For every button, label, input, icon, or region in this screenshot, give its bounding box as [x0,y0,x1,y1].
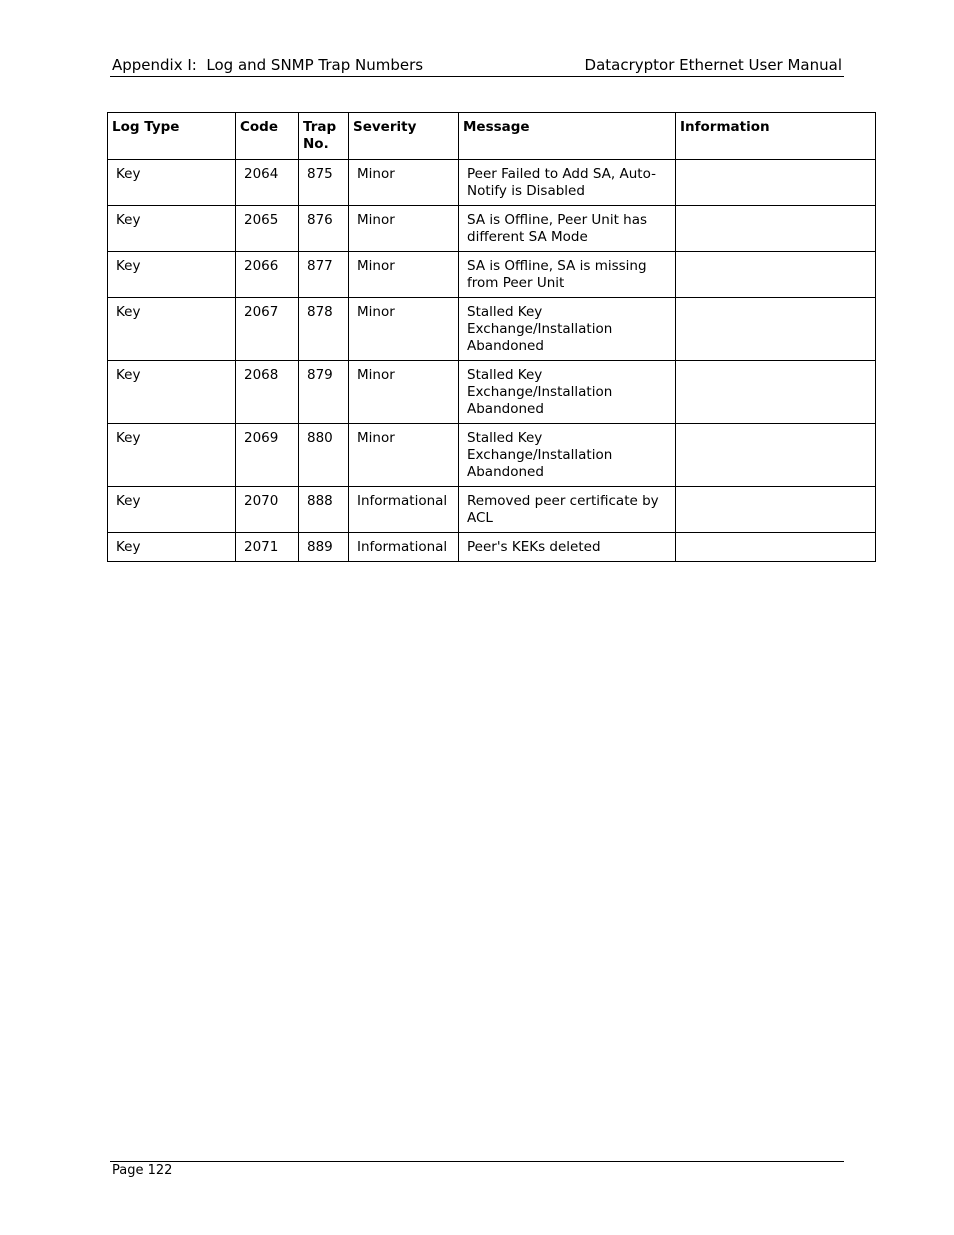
cell-severity: Minor [349,424,459,487]
cell-trap-no: 880 [299,424,349,487]
cell-log-type: Key [108,361,236,424]
cell-information [676,298,876,361]
table-row [108,533,876,562]
table-header-row [108,113,876,160]
table-row [108,252,876,298]
cell-information [676,206,876,252]
cell-code: 2064 [236,160,299,206]
page-number: Page 122 [112,1163,173,1178]
table-row [108,424,876,487]
footer-rule [110,1161,844,1162]
cell-severity: Minor [349,206,459,252]
cell-message: Removed peer certificate by ACL [459,487,676,533]
cell-severity: Minor [349,160,459,206]
cell-code: 2069 [236,424,299,487]
cell-log-type: Key [108,298,236,361]
column-header-information: Information [676,113,876,160]
cell-trap-no: 877 [299,252,349,298]
cell-message: Peer's KEKs deleted [459,533,676,562]
cell-trap-no: 879 [299,361,349,424]
cell-information [676,361,876,424]
cell-severity: Informational [349,533,459,562]
cell-message: Stalled Key Exchange/Installation Abandoned [459,361,676,424]
cell-message: SA is Offline, SA is missing from Peer Unit [459,252,676,298]
cell-message: Stalled Key Exchange/Installation Abandoned [459,298,676,361]
cell-code: 2065 [236,206,299,252]
cell-information [676,424,876,487]
cell-information [676,252,876,298]
column-header-log-type: Log Type [108,113,236,160]
log-trap-table [107,112,876,562]
column-header-message: Message [459,113,676,160]
header-rule [110,76,844,77]
table-row [108,361,876,424]
cell-trap-no: 876 [299,206,349,252]
cell-message: Peer Failed to Add SA, Auto-Notify is Disabled [459,160,676,206]
header-manual-title: Datacryptor Ethernet User Manual [584,56,842,74]
cell-code: 2066 [236,252,299,298]
cell-information [676,160,876,206]
cell-log-type: Key [108,206,236,252]
cell-log-type: Key [108,533,236,562]
cell-log-type: Key [108,160,236,206]
cell-severity: Minor [349,252,459,298]
cell-trap-no: 875 [299,160,349,206]
table-row [108,487,876,533]
cell-information [676,533,876,562]
cell-trap-no: 888 [299,487,349,533]
cell-information [676,487,876,533]
cell-severity: Informational [349,487,459,533]
table-row [108,160,876,206]
table-row [108,206,876,252]
cell-code: 2070 [236,487,299,533]
cell-log-type: Key [108,424,236,487]
cell-log-type: Key [108,487,236,533]
column-header-code: Code [236,113,299,160]
cell-message: SA is Offline, Peer Unit has different SA Mode [459,206,676,252]
cell-code: 2068 [236,361,299,424]
cell-code: 2067 [236,298,299,361]
cell-trap-no: 878 [299,298,349,361]
table-row [108,298,876,361]
column-header-trap-no: Trap No. [299,113,349,160]
cell-trap-no: 889 [299,533,349,562]
header-section-title: Appendix I: Log and SNMP Trap Numbers [112,56,424,74]
column-header-severity: Severity [349,113,459,160]
cell-log-type: Key [108,252,236,298]
cell-message: Stalled Key Exchange/Installation Abandoned [459,424,676,487]
cell-severity: Minor [349,298,459,361]
cell-code: 2071 [236,533,299,562]
cell-severity: Minor [349,361,459,424]
